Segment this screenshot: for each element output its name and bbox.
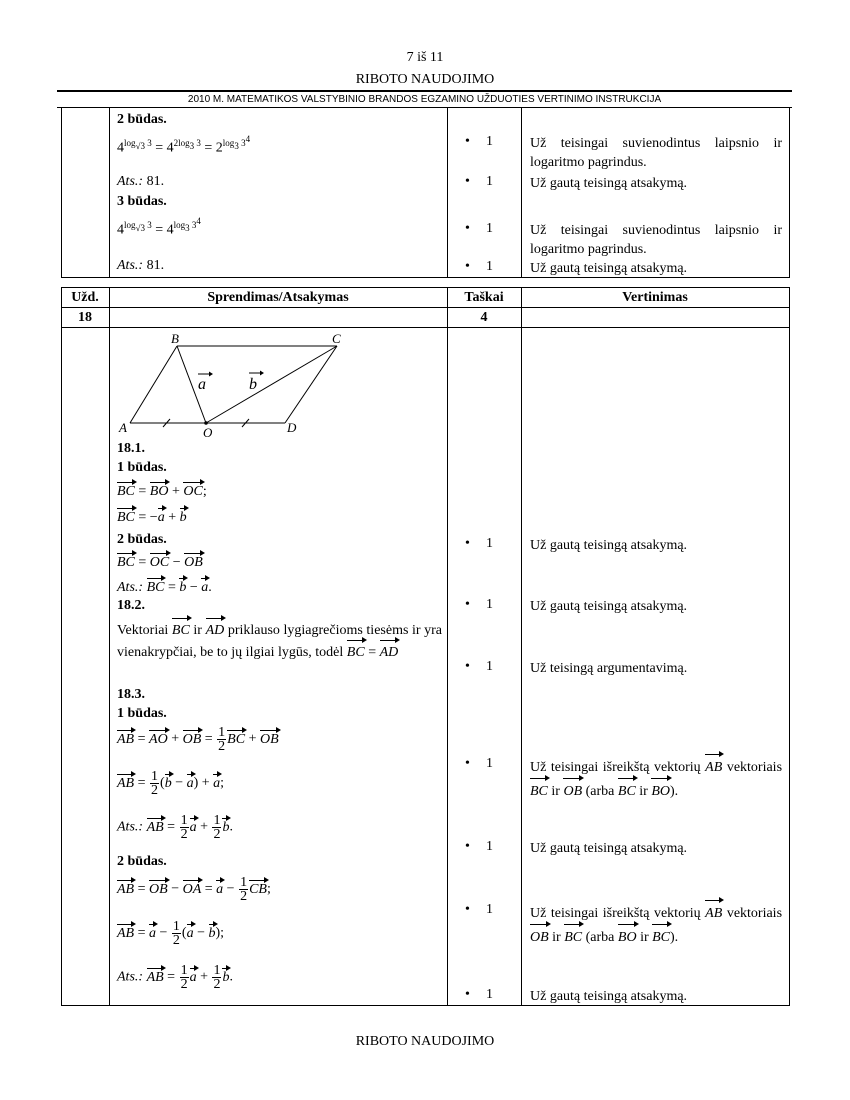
points-2: 1 (486, 597, 493, 612)
points-4: 1 (486, 756, 493, 771)
table-border-right (789, 287, 790, 1006)
page-number: 7 iš 11 (406, 50, 444, 65)
bullet-5: • (465, 839, 470, 854)
answer-18-3-a: Ats.: AB = $\frac{1}{2}$ a + $\frac{1}{2}$ b. (117, 813, 233, 842)
method-1-title: 1 būdas. (117, 460, 167, 475)
prev-method2-title: 2 būdas. (117, 112, 167, 127)
label-b: B (171, 331, 179, 346)
header-evaluation: Vertinimas (622, 290, 688, 305)
table-task-rule (61, 327, 790, 328)
section-18-2: 18.2. (117, 598, 145, 613)
header-points: Taškai (464, 290, 504, 305)
bullet-6: • (465, 902, 470, 917)
label-o: O (203, 425, 213, 440)
method-2-title: 2 būdas. (117, 532, 167, 547)
answer-18-3-b: Ats.: AB = $\frac{1}{2}$ a + $\frac{1}{2}$ b. (117, 963, 233, 992)
section-18-1: 18.1. (117, 441, 145, 456)
prev-comment-2: Už gautą teisingą atsakymą. (530, 176, 688, 191)
prev-comment-3: Už teisingai suvienodintus laipsnio ir logaritmo pagrindus. (530, 223, 782, 257)
argument-18-2: Vektoriai BC ir AD priklauso lygiagrečioms tiesėms ir yra vienakrypčiai, be to jų ilgiai lygūs, todėl BC = AD (117, 620, 442, 664)
prev-border-left (61, 107, 62, 277)
bullet-3: • (465, 659, 470, 674)
prev-border-col2 (447, 107, 448, 277)
table-border-col3 (521, 287, 522, 1006)
prev-points-1: 1 (486, 134, 493, 149)
prev-border-right (789, 107, 790, 277)
segment-oc (206, 346, 337, 423)
eq-bc-diff: BC = OC − OB (117, 555, 203, 570)
section-18-3: 18.3. (117, 687, 145, 702)
method-2-title-2: 2 būdas. (117, 854, 167, 869)
label-c: C (332, 331, 341, 346)
points-1: 1 (486, 536, 493, 551)
points-3: 1 (486, 659, 493, 674)
header-task: Užd. (71, 290, 99, 305)
label-d: D (287, 420, 297, 435)
bullet-1: • (465, 536, 470, 551)
arrowhead-a (209, 372, 213, 377)
parallelogram-figure (115, 330, 355, 442)
prev-bullet-3: • (465, 221, 470, 236)
prev-method2-formula: $4^{log_{√3} 3} = 4^{2log_3 3} = 2^{log_3 3^4}$ (117, 134, 251, 156)
arrowhead-b (260, 371, 264, 376)
bullet-2: • (465, 597, 470, 612)
eq-ab-4: AB = a − $\frac{1}{2}$ (a − b); (117, 919, 225, 948)
prev-points-4: 1 (486, 259, 493, 274)
prev-answer-1: Ats.: 81. (117, 174, 165, 189)
points-6: 1 (486, 902, 493, 917)
eq-bc-ab: BC = −a + b (117, 510, 187, 525)
bullet-4: • (465, 756, 470, 771)
label-vector-b: b (249, 376, 257, 393)
label-vector-a: a (198, 376, 206, 393)
evaluation-7: Už gautą teisingą atsakymą. (530, 989, 688, 1004)
prev-method3-title: 3 būdas. (117, 194, 167, 209)
restriction-footer: RIBOTO NAUDOJIMO (355, 1034, 495, 1049)
prev-bullet-1: • (465, 134, 470, 149)
bullet-7: • (465, 987, 470, 1002)
prev-border-col1 (109, 107, 110, 277)
prev-bullet-4: • (465, 259, 470, 274)
prev-bullet-2: • (465, 174, 470, 189)
answer-18-1: Ats.: BC = b − a. (117, 580, 212, 595)
prev-border-col3 (521, 107, 522, 277)
header-rule-bottom (57, 107, 792, 108)
eq-bc-sum: BC = BO + OC; (117, 484, 207, 499)
side-cd (285, 346, 337, 423)
table-border-col1 (109, 287, 110, 1006)
restriction-header: RIBOTO NAUDOJIMO (355, 72, 495, 87)
evaluation-4: Už teisingai išreikštą vektorių AB vektoriais BC ir OB (arba BC ir BO). (530, 756, 782, 804)
instruction-subtitle: 2010 M. MATEMATIKOS VALSTYBINIO BRANDOS EGZAMINO UŽDUOTIES VERTINIMO INSTRUKCIJA (187, 94, 662, 105)
table-header-rule (61, 307, 790, 308)
eq-ab-2: AB = $\frac{1}{2}$ (b − a) + a; (117, 769, 225, 798)
evaluation-3: Už teisingą argumentavimą. (530, 661, 688, 676)
eq-ab-1: AB = AO + OB = $\frac{1}{2}$ BC + OB (117, 725, 279, 754)
prev-points-2: 1 (486, 174, 493, 189)
task-number: 18 (78, 310, 92, 325)
method-1-title-2: 1 būdas. (117, 706, 167, 721)
prev-answer-2: Ats.: 81. (117, 258, 165, 273)
table-border-top (61, 287, 790, 288)
evaluation-5: Už gautą teisingą atsakymą. (530, 841, 688, 856)
points-5: 1 (486, 839, 493, 854)
prev-points-3: 1 (486, 221, 493, 236)
header-rule-top (57, 90, 792, 92)
table-border-col2 (447, 287, 448, 1006)
points-7: 1 (486, 987, 493, 1002)
header-solution: Sprendimas/Atsakymas (207, 290, 349, 305)
eq-ab-3: AB = OB − OA = a − $\frac{1}{2}$ CB; (117, 875, 271, 904)
evaluation-2: Už gautą teisingą atsakymą. (530, 599, 688, 614)
prev-method3-formula: $4^{log_{√3} 3} = 4^{log_3 3^4}$ (117, 216, 201, 238)
task-total-points: 4 (480, 310, 488, 325)
table-border-left (61, 287, 62, 1006)
prev-comment-4: Už gautą teisingą atsakymą. (530, 261, 688, 276)
side-ab (130, 346, 177, 423)
evaluation-6: Už teisingai išreikštą vektorių AB vektoriais OB ir BC (arba BO ir BC). (530, 902, 782, 950)
label-a-point: A (119, 420, 127, 435)
evaluation-1: Už gautą teisingą atsakymą. (530, 538, 688, 553)
prev-comment-1: Už teisingai suvienodintus laipsnio ir logaritmo pagrindus. (530, 136, 782, 170)
